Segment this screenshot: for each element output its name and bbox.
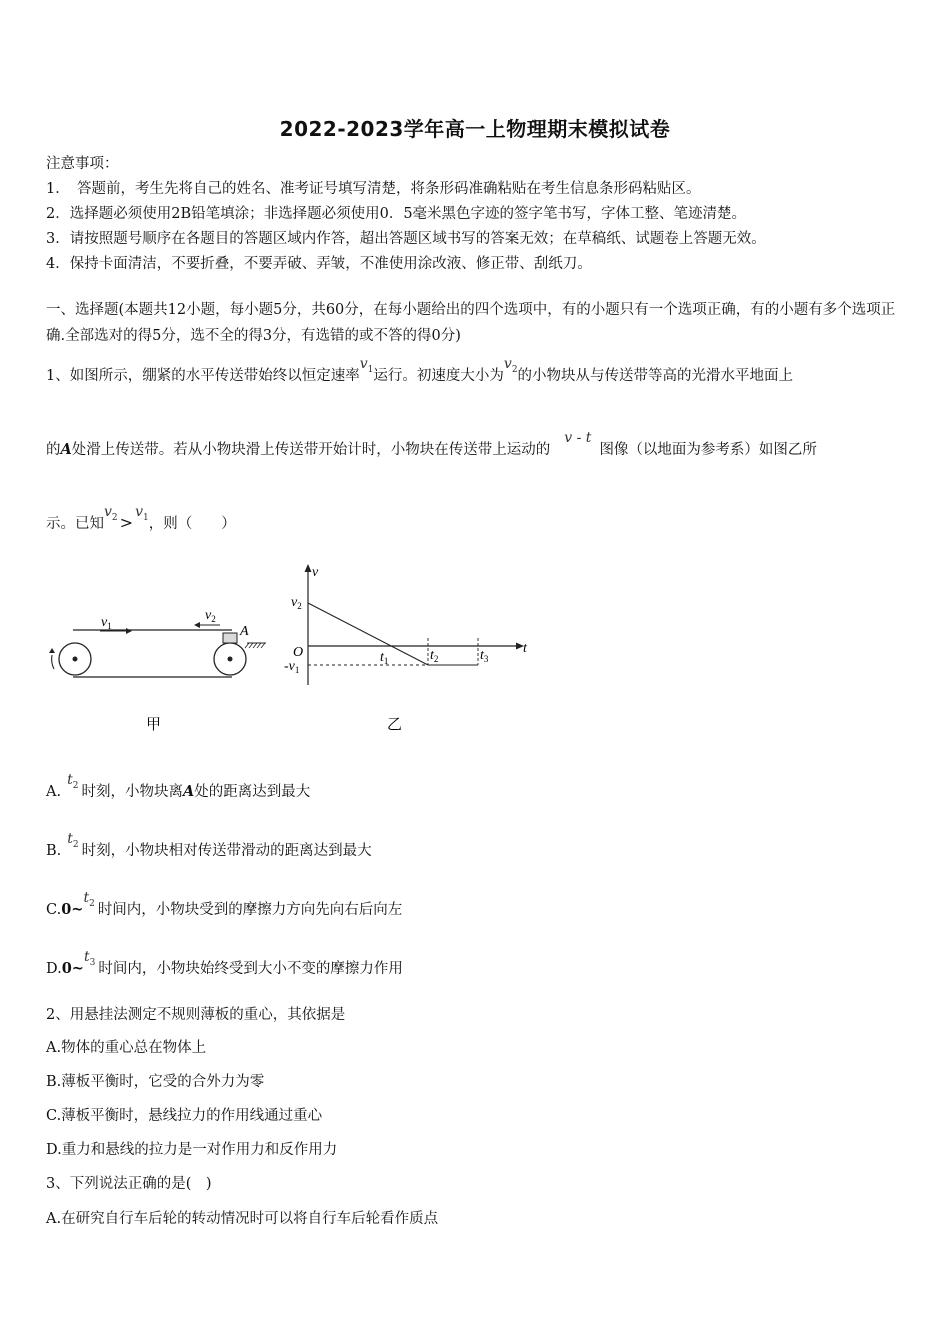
q2-option-b[interactable]: B.薄板平衡时，它受的合外力为零 [46,1074,265,1090]
label-v1: $v_1$ [101,615,112,631]
axis-label-t: t [523,641,527,656]
greater-than: > [119,513,134,532]
option-label: A. [46,784,62,800]
exam-title: 2022-2023学年高一上物理期末模拟试卷 [279,117,671,141]
var-v1: $v_1$ [359,356,374,375]
option-text: 时刻，小物块离 [81,784,183,800]
label-a: A [240,624,249,639]
label-t3: $t_3$ [480,648,489,664]
option-range: 0~ [61,901,84,918]
q1-option-b[interactable] [46,831,372,862]
q1-text: 1、如图所示，绷紧的水平传送带始终以恒定速率 [46,368,360,384]
var-t2: $t_2$ [67,831,79,850]
notice-item-2: 2．选择题必须使用2B铅笔填涂；非选择题必须使用0．5毫米黑色字迹的签字笔书写，字体工整、笔迹清楚。 [46,206,747,222]
origin-label: O [293,645,304,660]
q3-option-a[interactable]: A.在研究自行车后轮的转动情况时可以将自行车后轮看作质点 [46,1211,439,1227]
q1-text: 运行。初速度大小为 [373,368,504,384]
q1-text: ，则（ ） [148,516,236,532]
label-t2: $t_2$ [430,648,439,664]
q1-option-d[interactable] [46,949,403,980]
var-v2: $v_2$ [104,504,118,523]
figure-vt-graph [280,560,540,745]
left-pulley-axle [73,657,78,662]
var-vt: v - t [564,430,592,446]
q2-option-c[interactable]: C.薄板平衡时，悬线拉力的作用线通过重心 [46,1108,323,1124]
v2-arrowhead-icon [194,622,200,628]
var-t2: $t_2$ [67,772,79,791]
q2-option-a[interactable]: A.物体的重心总在物体上 [46,1040,207,1056]
point-a: A [182,783,195,800]
label-t1: $t_1$ [380,650,389,666]
q1-text: 示。已知 [46,516,104,532]
var-t3: $t_3$ [83,949,96,968]
option-range: 0~ [61,960,84,977]
var-v2: $v_2$ [503,356,518,375]
notice-item-3: 3．请按照题号顺序在各题目的答题区域内作答，超出答题区域书写的答案无效；在草稿纸、试题卷上答题无效。 [46,231,766,247]
figure-conveyor-belt [40,595,280,740]
q2-option-d[interactable]: D.重力和悬线的拉力是一对作用力和反作用力 [46,1142,338,1158]
v-axis-arrowhead-icon [305,564,312,572]
q1-text: 图像（以地面为参考系）如图乙所 [599,442,817,458]
q1-text: 处滑上传送带。若从小物块滑上传送带开始计时，小物块在传送带上运动的 [71,442,551,458]
v1-arrowhead-icon [126,628,132,634]
var-t2: $t_2$ [83,890,95,909]
rotation-arrow-icon [52,655,54,669]
block-icon [223,633,237,643]
q1-option-a[interactable] [46,772,311,803]
q1-line-2 [46,430,817,459]
caption-yi: 乙 [387,717,403,733]
q1-line-1 [46,356,794,387]
option-label: C. [46,902,62,918]
velocity-line-decel [308,603,428,665]
notice-item-4: 4．保持卡面清洁，不要折叠，不要弄破、弄皱，不准使用涂改液、修正带、刮纸刀。 [46,256,592,272]
label-v2: $v_2$ [205,608,216,624]
q2-stem: 2、用悬挂法测定不规则薄板的重心，其依据是 [46,1007,346,1023]
axis-label-v: v [312,565,319,580]
right-pulley-axle [228,657,233,662]
var-v1: $v_1$ [135,504,149,523]
option-label: D. [46,961,62,977]
caption-jia: 甲 [146,717,162,733]
notice-item-1: 1． 答题前，考生先将自己的姓名、准考证号填写清楚，将条形码准确粘贴在考生信息条形码粘贴区。 [46,181,701,197]
q3-stem: 3、下列说法正确的是( ) [46,1176,212,1192]
option-text: 时间内，小物块始终受到大小不变的摩擦力作用 [98,961,403,977]
q1-line-3 [46,504,236,535]
section-heading: 一、选择题(本题共12小题，每小题5分，共60分，在每小题给出的四个选项中，有的小题只有一个选项正确，有的小题有多个选项正确.全部选对的得5分，选不全的得3分，有选错的或不答的得0分) [46,302,896,344]
option-text: 时刻，小物块相对传送带滑动的距离达到最大 [81,843,372,859]
option-label: B. [46,843,62,859]
point-a: A [60,441,72,458]
option-text: 处的距离达到最大 [194,784,311,800]
notice-heading: 注意事项： [46,156,119,172]
q1-text: 的小物块从与传送带等高的光滑水平地面上 [517,368,794,384]
rotation-arrowhead-icon [49,648,55,653]
ground-hatch [245,643,265,648]
q1-text: 的 [46,442,61,458]
option-text: 时间内，小物块受到的摩擦力方向先向右后向左 [97,902,403,918]
label-neg-v1: $-v_1$ [284,659,300,675]
q1-option-c[interactable] [46,890,403,921]
label-v2: $v_2$ [291,595,302,611]
